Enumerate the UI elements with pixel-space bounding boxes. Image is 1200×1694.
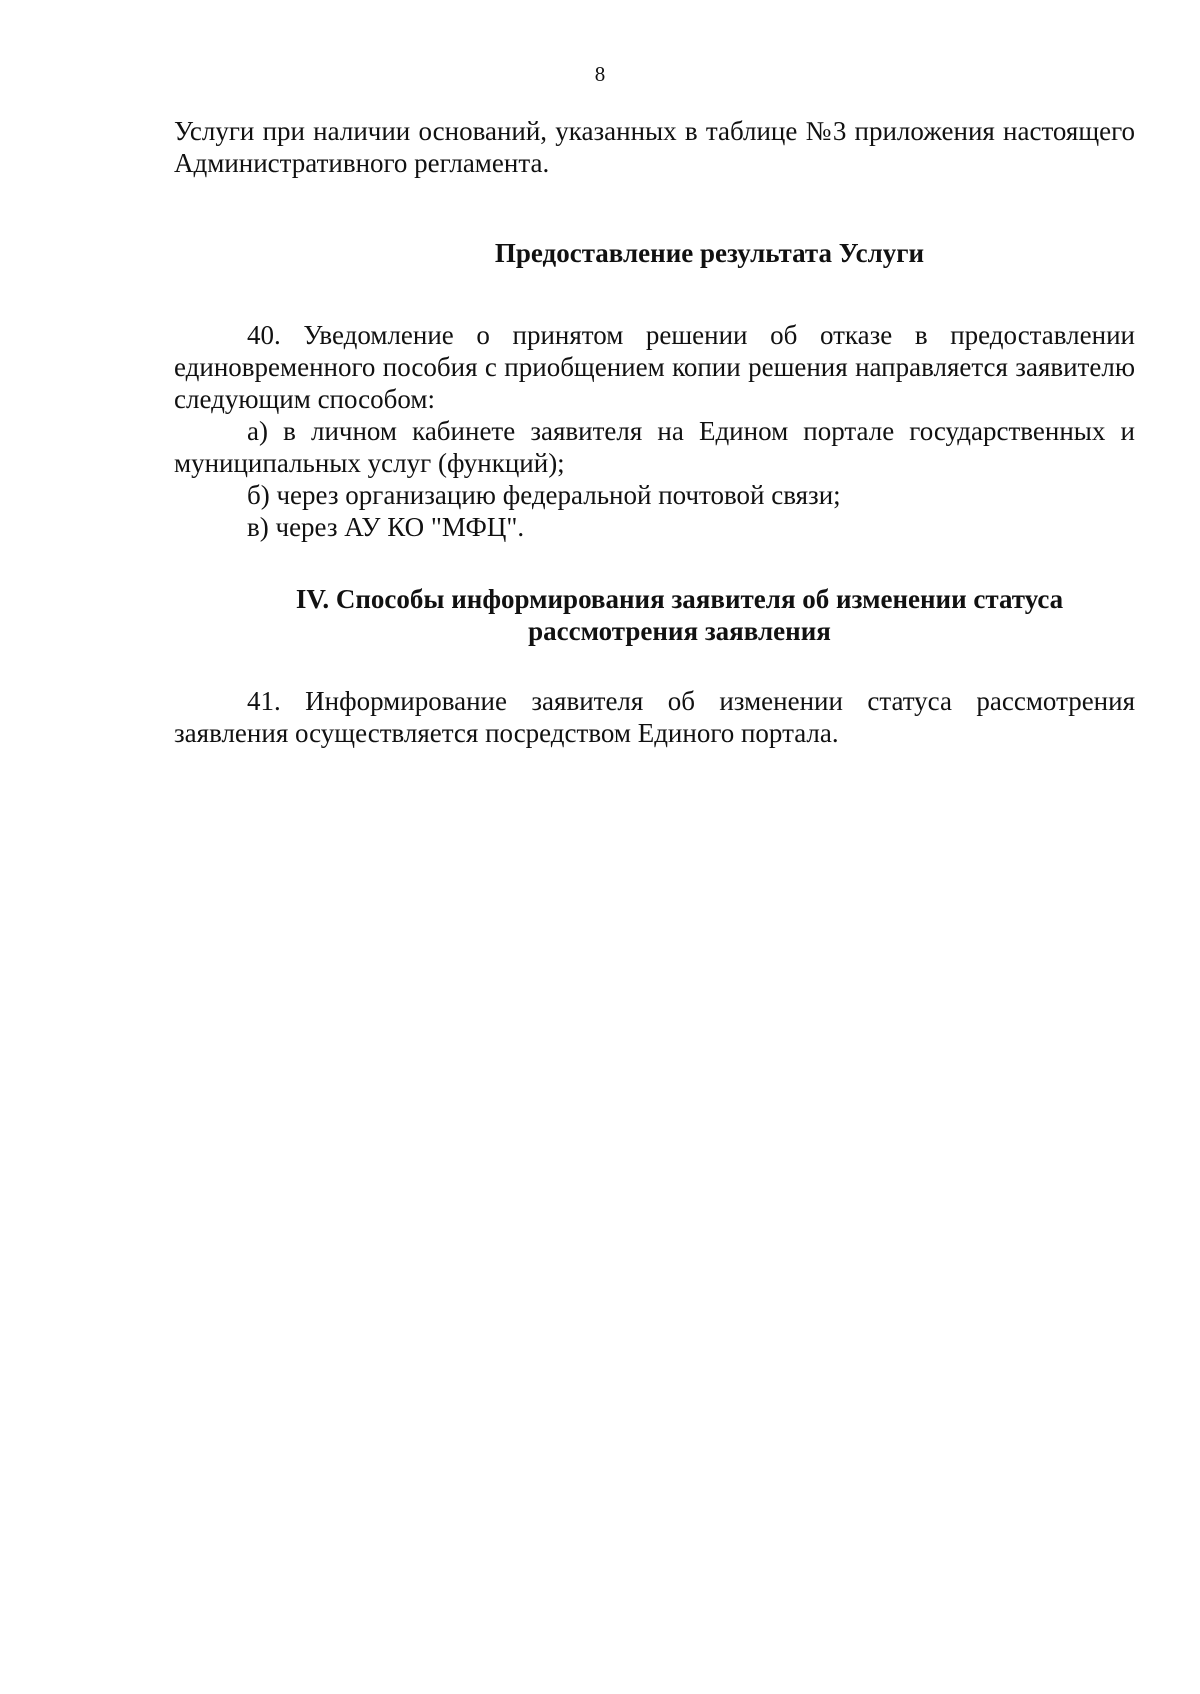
spacer: [174, 543, 1135, 583]
document-body: [174, 115, 1135, 749]
list-item-b: б) через организацию федеральной почтовой связи;: [247, 480, 841, 510]
spacer: [174, 179, 1135, 237]
list-item-a: а) в личном кабинете заявителя на Едином портале государственных и муниципальных услуг (функций);: [174, 416, 1135, 478]
section-heading-result: Предоставление результата Услуги: [494, 238, 925, 268]
list-item-v: в) через АУ КО "МФЦ".: [247, 512, 525, 542]
paragraph-40: 40. Уведомление о принятом решении об отказе в предоставлении единовременного пособия с приобщением копии решения направляется заявителю следующим способом:: [174, 320, 1135, 414]
spacer: [174, 269, 1135, 319]
intro-paragraph: Услуги при наличии оснований, указанных в таблице №3 приложения настоящего Административного регламента.: [174, 116, 1135, 178]
spacer: [174, 647, 1135, 685]
page-number: 8: [594, 62, 606, 86]
section-heading-iv-line2: рассмотрения заявления: [528, 616, 831, 646]
paragraph-41: 41. Информирование заявителя об изменении статуса рассмотрения заявления осуществляется посредством Единого портала.: [174, 686, 1135, 748]
section-heading-iv-line1: IV. Способы информирования заявителя об изменении статуса: [295, 584, 1064, 614]
section-heading-iv: [174, 583, 1135, 647]
